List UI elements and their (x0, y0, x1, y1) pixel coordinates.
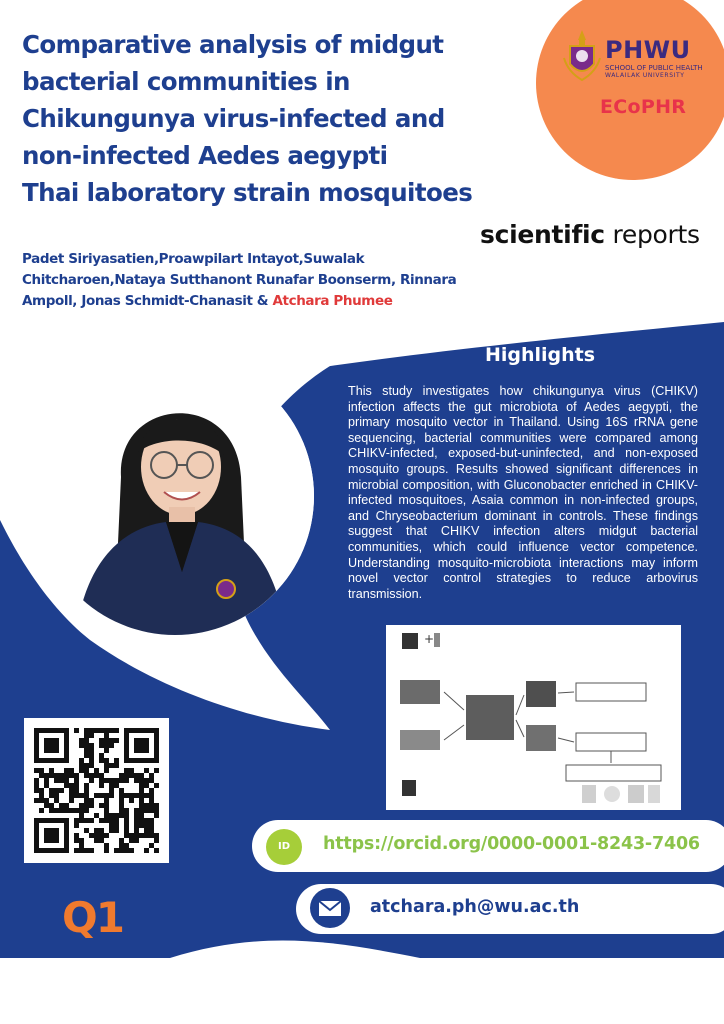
orcid-id-icon: ID (266, 829, 302, 865)
author-line-text: Ampoll, Jonas Schmidt-Chanasit & (22, 293, 273, 309)
qr-code[interactable] (24, 718, 169, 863)
qr-code-image (24, 718, 169, 863)
title-line: Chikungunya virus-infected and (22, 104, 445, 133)
portrait-image (36, 357, 314, 635)
institution-subline: WALAILAK UNIVERSITY (605, 72, 685, 79)
title-line: Comparative analysis of midgut (22, 30, 444, 59)
journal-name-bold: scientific (480, 220, 605, 249)
university-seal-icon (562, 28, 602, 82)
institution-logo-text: PHWU (605, 36, 691, 64)
author-line: Padet Siriyasatien,Proawpilart Intayot,Suwalak (22, 251, 365, 267)
journal-ranking-badge: Q1 (62, 893, 123, 942)
envelope-icon-glyph (310, 888, 350, 928)
title-line: bacterial communities in (22, 67, 350, 96)
journal-logo (480, 220, 700, 249)
graphical-abstract (386, 625, 681, 810)
author-line (22, 291, 522, 312)
author-portrait (36, 357, 314, 635)
email-link[interactable]: atchara.ph@wu.ac.th (370, 897, 580, 917)
orcid-link[interactable]: https://orcid.org/0000-0001-8243-7406 (323, 834, 700, 854)
partner-logo: ECoPHR (600, 96, 687, 118)
title-line: Thai laboratory strain mosquitoes (22, 178, 473, 207)
institution-subline: SCHOOL OF PUBLIC HEALTH (605, 64, 703, 72)
author-list (22, 249, 522, 312)
author-line: Chitcharoen,Nataya Sutthanont Runafar Boonserm, Rinnara (22, 272, 457, 288)
highlights-heading: Highlights (484, 344, 596, 366)
journal-name-regular: reports (612, 220, 700, 249)
poster-title (22, 26, 522, 211)
envelope-icon (310, 888, 350, 928)
svg-text:+: + (424, 632, 435, 646)
graphical-abstract-image (386, 625, 681, 810)
highlights-text: This study investigates how chikungunya virus (CHIKV) infection affects the gut microbiota of Aedes aegypti, the primary mosquito vector in Thailand. Using 16S rRNA gene sequencing, bacterial communities were compared among CHIKV-infected, exposed-but-uninfected, and non-exposed mosquito groups. Results showed significant differences in microbial composition, with Gluconobacter enriched in CHIKV-infected mosquitoes, Asaia common in non-infected groups, and Chryseobacterium dominant in controls. These findings suggest that CHIKV infection alters midgut bacterial communities, which could influence vector competence. Understanding mosquito-microbiota interactions may inform novel vector control strategies to reduce arbovirus transmission. (348, 384, 698, 601)
highlighted-author: Atchara Phumee (272, 293, 393, 309)
title-line: non-infected Aedes aegypti (22, 141, 388, 170)
